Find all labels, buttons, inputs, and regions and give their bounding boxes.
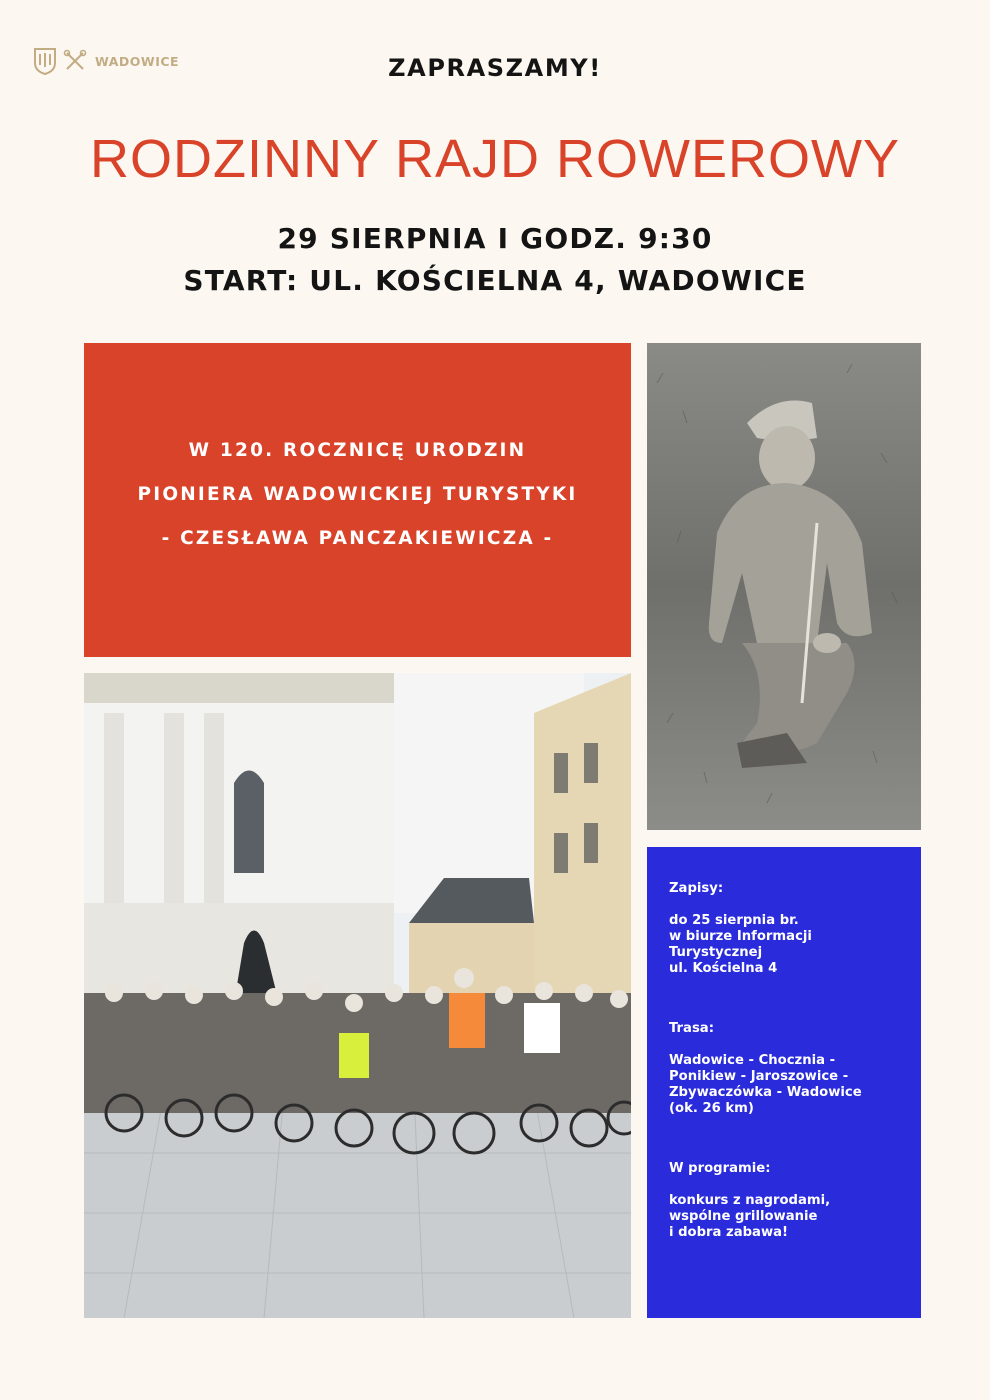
- registration-section: [669, 881, 909, 977]
- event-title: RODZINNY RAJD ROWEROWY: [89, 129, 900, 189]
- route-line: (ok. 26 km): [669, 1101, 754, 1116]
- anniversary-box: [84, 343, 631, 657]
- anniversary-line: - CZESŁAWA PANCZAKIEWICZA -: [161, 528, 554, 549]
- route-heading: Trasa:: [669, 1021, 714, 1036]
- registration-line: Turystycznej: [669, 945, 763, 960]
- program-line: i dobra zabawa!: [669, 1225, 789, 1240]
- group-photo: [84, 673, 631, 1318]
- anniversary-line: PIONIERA WADOWICKIEJ TURYSTYKI: [137, 484, 578, 505]
- registration-line: ul. Kościelna 4: [669, 961, 778, 976]
- program-line: wspólne grillowanie: [669, 1209, 818, 1224]
- route-line: Zbywaczówka - Wadowice: [669, 1085, 862, 1100]
- event-date: 29 SIERPNIA I GODZ. 9:30: [277, 222, 713, 255]
- route-line: Wadowice - Chocznia -: [669, 1053, 836, 1068]
- registration-line: do 25 sierpnia br.: [669, 913, 799, 928]
- portrait-photo: [647, 343, 921, 830]
- registration-line: w biurze Informacji: [669, 929, 812, 944]
- route-line: Ponikiew - Jaroszowice -: [669, 1069, 849, 1084]
- event-start-location: START: UL. KOŚCIELNA 4, WADOWICE: [183, 264, 807, 297]
- info-box: [647, 847, 921, 1318]
- program-line: konkurs z nagrodami,: [669, 1193, 831, 1208]
- invite-heading: ZAPRASZAMY!: [388, 54, 602, 82]
- route-section: [669, 1021, 909, 1117]
- registration-heading: Zapisy:: [669, 881, 724, 896]
- program-heading: W programie:: [669, 1161, 771, 1176]
- program-section: [669, 1161, 909, 1241]
- anniversary-line: W 120. ROCZNICĘ URODZIN: [188, 440, 527, 461]
- logo-text: WADOWICE: [95, 53, 180, 69]
